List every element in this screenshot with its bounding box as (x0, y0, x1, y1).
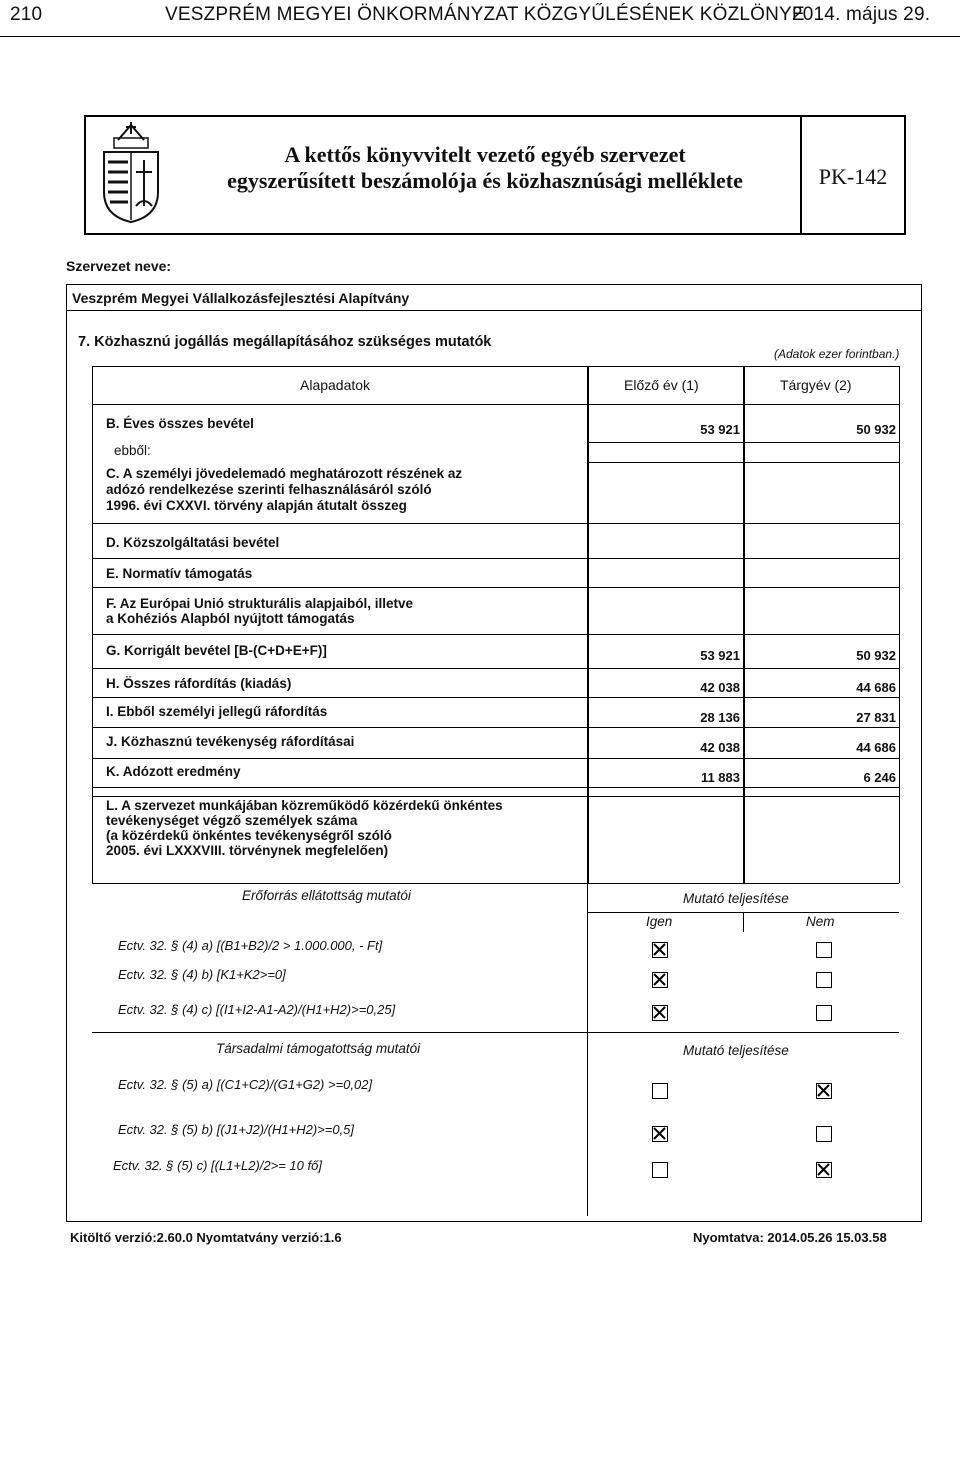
criterion-5b-no-checkbox[interactable] (816, 1126, 832, 1142)
unit-note: (Adatok ezer forintban.) (774, 347, 900, 361)
row-b-curr: 50 932 (856, 422, 896, 437)
row-i-prev: 28 136 (700, 710, 740, 725)
yes-column-label: Igen (646, 914, 673, 929)
col-header-prev: Előző év (1) (624, 377, 699, 393)
row-k-prev: 11 883 (700, 770, 740, 785)
form-title-line-1: A kettős könyvvitelt vezető egyéb szervezet (284, 142, 686, 167)
row-h-prev: 42 038 (700, 680, 740, 695)
row-b-label: B. Éves összes bevétel (106, 416, 254, 431)
row-j-prev: 42 038 (700, 740, 740, 755)
resources-result-title: Mutató teljesítése (683, 891, 789, 906)
row-l-label-4: 2005. évi LXXXVIII. törvénynek megfelelően) (106, 843, 389, 858)
org-label: Szervezet neve: (66, 258, 172, 274)
row-ebbol-label: ebből: (114, 443, 151, 458)
criterion-4a-yes-checkbox[interactable] (652, 942, 668, 958)
form-title-line-2: egyszerűsített beszámolója és közhasznúsági melléklete (227, 168, 743, 193)
header-rule (0, 36, 960, 37)
row-k-curr: 6 246 (863, 770, 896, 785)
criterion-4c-yes-checkbox[interactable] (652, 1005, 668, 1021)
criterion-5b-yes-checkbox[interactable] (652, 1126, 668, 1142)
footer-version: Kitöltő verzió:2.60.0 Nyomtatvány verzió:1.6 (70, 1230, 342, 1245)
publication-date: 2014. május 29. (792, 4, 931, 25)
criterion-4b-yes-checkbox[interactable] (652, 972, 668, 988)
resources-title: Erőforrás ellátottság mutatói (242, 888, 411, 903)
row-j-curr: 44 686 (856, 740, 896, 755)
criterion-5a-yes-checkbox[interactable] (652, 1083, 668, 1099)
criterion-5a-no-checkbox[interactable] (816, 1083, 832, 1099)
row-f-label-1: F. Az Európai Unió strukturális alapjaiból, illetve (106, 596, 414, 611)
row-c-label-3: 1996. évi CXXVI. törvény alapján átutalt összeg (106, 498, 407, 513)
no-column-label: Nem (806, 914, 835, 929)
criterion-5c-yes-checkbox[interactable] (652, 1162, 668, 1178)
row-l-label-2: tevékenységet végző személyek száma (106, 813, 358, 828)
col-header-curr: Tárgyév (2) (780, 377, 852, 393)
form-code: PK-142 (818, 164, 888, 189)
col-header-base: Alapadatok (300, 377, 371, 393)
row-g-label: G. Korrigált bevétel [B-(C+D+E+F)] (106, 643, 327, 658)
row-c-label-2: adózó rendelkezése szerinti felhasználásáról szóló (106, 482, 432, 497)
row-i-curr: 27 831 (856, 710, 896, 725)
criterion-4b-label: Ectv. 32. § (4) b) [K1+K2>=0] (118, 967, 286, 982)
row-g-curr: 50 932 (856, 648, 896, 663)
coat-of-arms-icon (100, 120, 162, 225)
criterion-4b-no-checkbox[interactable] (816, 972, 832, 988)
criterion-5c-label: Ectv. 32. § (5) c) [(L1+L2)/2>= 10 fő] (113, 1158, 322, 1173)
social-result-title: Mutató teljesítése (683, 1043, 789, 1058)
publication-title: VESZPRÉM MEGYEI ÖNKORMÁNYZAT KÖZGYŰLÉSÉNEK KÖZLÖNYE (165, 4, 805, 25)
row-h-curr: 44 686 (856, 680, 896, 695)
criterion-5a-label: Ectv. 32. § (5) a) [(C1+C2)/(G1+G2) >=0,02] (118, 1077, 373, 1092)
social-title: Társadalmi támogatottság mutatói (216, 1041, 421, 1056)
row-l-label-1: L. A szervezet munkájában közreműködő közérdekű önkéntes (106, 798, 503, 813)
criterion-5b-label: Ectv. 32. § (5) b) [(J1+J2)/(H1+H2)>=0,5] (118, 1122, 355, 1137)
row-g-prev: 53 921 (700, 648, 740, 663)
row-h-label: H. Összes ráfordítás (kiadás) (106, 676, 292, 691)
footer-printed: Nyomtatva: 2014.05.26 15.03.58 (693, 1230, 887, 1245)
row-k-label: K. Adózott eredmény (106, 764, 241, 779)
page-number: 210 (10, 4, 43, 25)
row-b-prev: 53 921 (700, 422, 740, 437)
org-name: Veszprém Megyei Vállalkozásfejlesztési Alapítvány (72, 290, 410, 306)
criterion-4c-label: Ectv. 32. § (4) c) [(I1+I2-A1-A2)/(H1+H2)>=0,25] (118, 1002, 396, 1017)
criterion-4a-label: Ectv. 32. § (4) a) [(B1+B2)/2 > 1.000.000, - Ft] (118, 938, 383, 953)
criterion-4a-no-checkbox[interactable] (816, 942, 832, 958)
criterion-5c-no-checkbox[interactable] (816, 1162, 832, 1178)
row-f-label-2: a Kohéziós Alapból nyújtott támogatás (106, 611, 355, 626)
row-e-label: E. Normatív támogatás (106, 566, 253, 581)
row-j-label: J. Közhasznú tevékenység ráfordításai (106, 734, 355, 749)
criterion-4c-no-checkbox[interactable] (816, 1005, 832, 1021)
row-d-label: D. Közszolgáltatási bevétel (106, 535, 280, 550)
row-c-label-1: C. A személyi jövedelemadó meghatározott részének az (106, 466, 463, 481)
row-l-label-3: (a közérdekű önkéntes tevékenységről szóló (106, 828, 392, 843)
section-title: 7. Közhasznú jogállás megállapításához szükséges mutatók (78, 334, 492, 350)
row-i-label: I. Ebből személyi jellegű ráfordítás (106, 704, 328, 719)
